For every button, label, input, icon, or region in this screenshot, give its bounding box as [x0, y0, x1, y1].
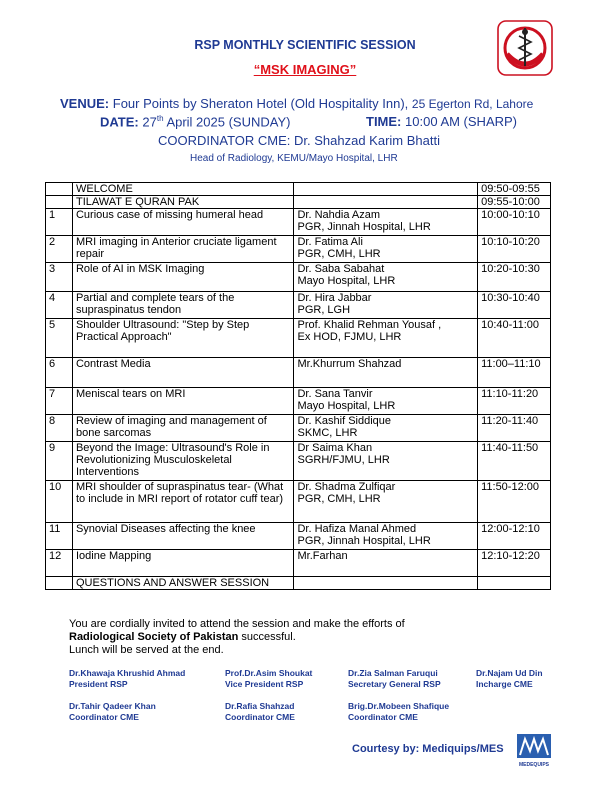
- session-speaker: [294, 415, 478, 442]
- session-number: 1: [46, 209, 73, 236]
- session-number: 6: [46, 358, 73, 388]
- session-time: 11:40-11:50: [478, 442, 551, 481]
- signatory-3: [348, 668, 441, 690]
- signatory-name: Prof.Dr.Asim Shoukat: [225, 668, 313, 678]
- session-topic: Curious case of missing humeral head: [72, 209, 294, 236]
- speaker-name: Dr. Sana Tanvir: [297, 388, 373, 400]
- signatory-name: Brig.Dr.Mobeen Shafique: [348, 701, 450, 711]
- invitation-text: [69, 618, 549, 657]
- speaker-name: Mr.Khurrum Shahzad: [297, 358, 402, 370]
- coordinator-line: COORDINATOR CME: Dr. Shahzad Karim Bhatti: [158, 133, 440, 148]
- date-line: [100, 114, 290, 129]
- signatory-4: [476, 668, 543, 690]
- table-row: [46, 388, 551, 415]
- session-speaker: [294, 292, 478, 319]
- session-time: 10:40-11:00: [478, 319, 551, 358]
- date-rest: April 2025 (SUNDAY): [166, 114, 291, 130]
- session-time: 10:20-10:30: [478, 263, 551, 292]
- speaker-affiliation: PGR, Jinnah Hospital, LHR: [297, 535, 431, 547]
- speaker-affiliation: PGR, LGH: [297, 304, 351, 316]
- session-speaker: [294, 319, 478, 358]
- session-speaker: [294, 263, 478, 292]
- invite-line2: [69, 631, 549, 644]
- venue-text: Four Points by Sheraton Hotel (Old Hospitality Inn),: [112, 96, 409, 111]
- session-topic: Shoulder Ultrasound: "Step by Step Practical Approach": [72, 319, 294, 358]
- session-time: 09:55-10:00: [478, 196, 551, 209]
- table-row: [46, 481, 551, 523]
- table-row: [46, 292, 551, 319]
- session-topic: WELCOME: [72, 183, 294, 196]
- venue-label: VENUE:: [60, 96, 110, 111]
- session-number: 12: [46, 550, 73, 577]
- speaker-affiliation: Ex HOD, FJMU, LHR: [297, 331, 402, 343]
- signatory-1: [69, 668, 185, 690]
- session-number: 11: [46, 523, 73, 550]
- signatory-name: Dr.Zia Salman Faruqui: [348, 668, 438, 678]
- session-time: 12:00-12:10: [478, 523, 551, 550]
- signatory-role: Coordinator CME: [348, 712, 418, 722]
- session-topic: Review of imaging and management of bone sarcomas: [72, 415, 294, 442]
- rsp-logo-icon: [497, 20, 553, 76]
- speaker-name: Dr. Shadma Zulfiqar: [297, 481, 396, 493]
- table-row: [46, 236, 551, 263]
- speaker-name: Dr. Hira Jabbar: [297, 292, 372, 304]
- table-row: [46, 550, 551, 577]
- session-topic: Contrast Media: [72, 358, 294, 388]
- speaker-affiliation: Mayo Hospital, LHR: [297, 275, 396, 287]
- signatory-role: Incharge CME: [476, 679, 533, 689]
- invite-org: Radiological Society of Pakistan: [69, 631, 239, 643]
- session-time: 12:10-12:20: [478, 550, 551, 577]
- page-title: RSP MONTHLY SCIENTIFIC SESSION: [194, 38, 416, 52]
- table-row: [46, 196, 551, 209]
- session-topic: Iodine Mapping: [72, 550, 294, 577]
- signatory-name: Dr.Tahir Qadeer Khan: [69, 701, 156, 711]
- session-number: [46, 577, 73, 590]
- speaker-name: Dr. Nahdia Azam: [297, 209, 381, 221]
- speaker-affiliation: Mayo Hospital, LHR: [297, 400, 396, 412]
- speaker-affiliation: SKMC, LHR: [297, 427, 358, 439]
- session-speaker: [294, 577, 478, 590]
- coordinator-sub: Head of Radiology, KEMU/Mayo Hospital, LHR: [190, 153, 398, 164]
- signatory-5: [69, 701, 156, 723]
- schedule-table: [45, 182, 551, 590]
- table-row: [46, 442, 551, 481]
- session-number: 10: [46, 481, 73, 523]
- session-speaker: [294, 550, 478, 577]
- session-speaker: [294, 236, 478, 263]
- speaker-name: Dr. Kashif Siddique: [297, 415, 392, 427]
- date-sup: th: [156, 114, 164, 123]
- session-topic: Role of AI in MSK Imaging: [72, 263, 294, 292]
- table-row: [46, 415, 551, 442]
- session-speaker: [294, 481, 478, 523]
- session-number: [46, 183, 73, 196]
- signatory-role: Coordinator CME: [69, 712, 139, 722]
- speaker-affiliation: PGR, Jinnah Hospital, LHR: [297, 221, 431, 233]
- speaker-name: Mr.Farhan: [297, 550, 348, 562]
- session-number: 9: [46, 442, 73, 481]
- session-speaker: [294, 523, 478, 550]
- session-time: 10:10-10:20: [478, 236, 551, 263]
- session-number: 5: [46, 319, 73, 358]
- courtesy-text: Courtesy by: Mediquips/MES: [352, 743, 504, 755]
- table-row: [46, 358, 551, 388]
- session-speaker: [294, 358, 478, 388]
- session-time: 11:10-11:20: [478, 388, 551, 415]
- table-row: [46, 577, 551, 590]
- session-time: 11:50-12:00: [478, 481, 551, 523]
- speaker-name: Dr. Hafiza Manal Ahmed: [297, 523, 417, 535]
- signatory-name: Dr.Najam Ud Din: [476, 668, 543, 678]
- time-label: TIME:: [366, 114, 402, 129]
- speaker-name: Dr. Fatima Ali: [297, 236, 363, 248]
- session-time: [478, 577, 551, 590]
- session-topic: MRI imaging in Anterior cruciate ligament repair: [72, 236, 294, 263]
- session-topic: MRI shoulder of supraspinatus tear- (What to include in MRI report of rotator cuff tear): [72, 481, 294, 523]
- session-number: 8: [46, 415, 73, 442]
- session-speaker: [294, 442, 478, 481]
- session-topic: Meniscal tears on MRI: [72, 388, 294, 415]
- session-time: 09:50-09:55: [478, 183, 551, 196]
- speaker-affiliation: SGRH/FJMU, LHR: [297, 454, 390, 466]
- session-time: 11:20-11:40: [478, 415, 551, 442]
- signatory-7: [348, 701, 449, 723]
- session-speaker: [294, 388, 478, 415]
- table-row: [46, 209, 551, 236]
- speaker-name: Dr Saima Khan: [297, 442, 373, 454]
- invite-line3: Lunch will be served at the end.: [69, 644, 224, 656]
- session-speaker: [294, 196, 478, 209]
- signatory-role: Coordinator CME: [225, 712, 295, 722]
- table-row: [46, 263, 551, 292]
- table-row: [46, 523, 551, 550]
- signatory-2: [225, 668, 312, 690]
- time-value: 10:00 AM (SHARP): [405, 114, 518, 129]
- session-speaker: [294, 209, 478, 236]
- session-speaker: [294, 183, 478, 196]
- signatory-role: President RSP: [69, 679, 128, 689]
- speaker-affiliation: PGR, CMH, LHR: [297, 493, 381, 505]
- signatory-6: [225, 701, 295, 723]
- session-time: 10:00-10:10: [478, 209, 551, 236]
- time-line: [366, 114, 517, 129]
- venue-line: [60, 96, 580, 111]
- session-number: 7: [46, 388, 73, 415]
- invite-line2-rest: successful.: [238, 631, 296, 643]
- session-number: [46, 196, 73, 209]
- date-day: 27: [142, 114, 157, 130]
- session-number: 3: [46, 263, 73, 292]
- session-topic: Synovial Diseases affecting the knee: [72, 523, 294, 550]
- signatory-name: Dr.Rafia Shahzad: [225, 701, 295, 711]
- speaker-name: Dr. Saba Sabahat: [297, 263, 385, 275]
- signatory-name: Dr.Khawaja Khrushid Ahmad: [69, 668, 186, 678]
- session-time: 11:00–11:10: [478, 358, 551, 388]
- table-row: [46, 183, 551, 196]
- session-topic: QUESTIONS AND ANSWER SESSION: [72, 577, 294, 590]
- table-row: [46, 319, 551, 358]
- session-topic: Beyond the Image: Ultrasound's Role in Revolutionizing Musculoskeletal Interventions: [72, 442, 294, 481]
- speaker-affiliation: PGR, CMH, LHR: [297, 248, 381, 260]
- speaker-name: Prof. Khalid Rehman Yousaf ,: [297, 319, 442, 331]
- session-number: 4: [46, 292, 73, 319]
- session-topic: TILAWAT E QURAN PAK: [72, 196, 294, 209]
- mes-logo-text: MEDEQUIPS: [518, 762, 550, 768]
- signatory-role: Secretary General RSP: [348, 679, 441, 689]
- venue-address: 25 Egerton Rd, Lahore: [411, 97, 534, 111]
- session-subtitle: “MSK IMAGING”: [253, 62, 357, 77]
- mes-logo-icon: [514, 733, 554, 769]
- invite-line1: You are cordially invited to attend the session and make the efforts of: [69, 618, 405, 630]
- session-topic: Partial and complete tears of the supraspinatus tendon: [72, 292, 294, 319]
- session-number: 2: [46, 236, 73, 263]
- signatory-role: Vice President RSP: [225, 679, 304, 689]
- session-time: 10:30-10:40: [478, 292, 551, 319]
- date-label: DATE:: [100, 114, 139, 130]
